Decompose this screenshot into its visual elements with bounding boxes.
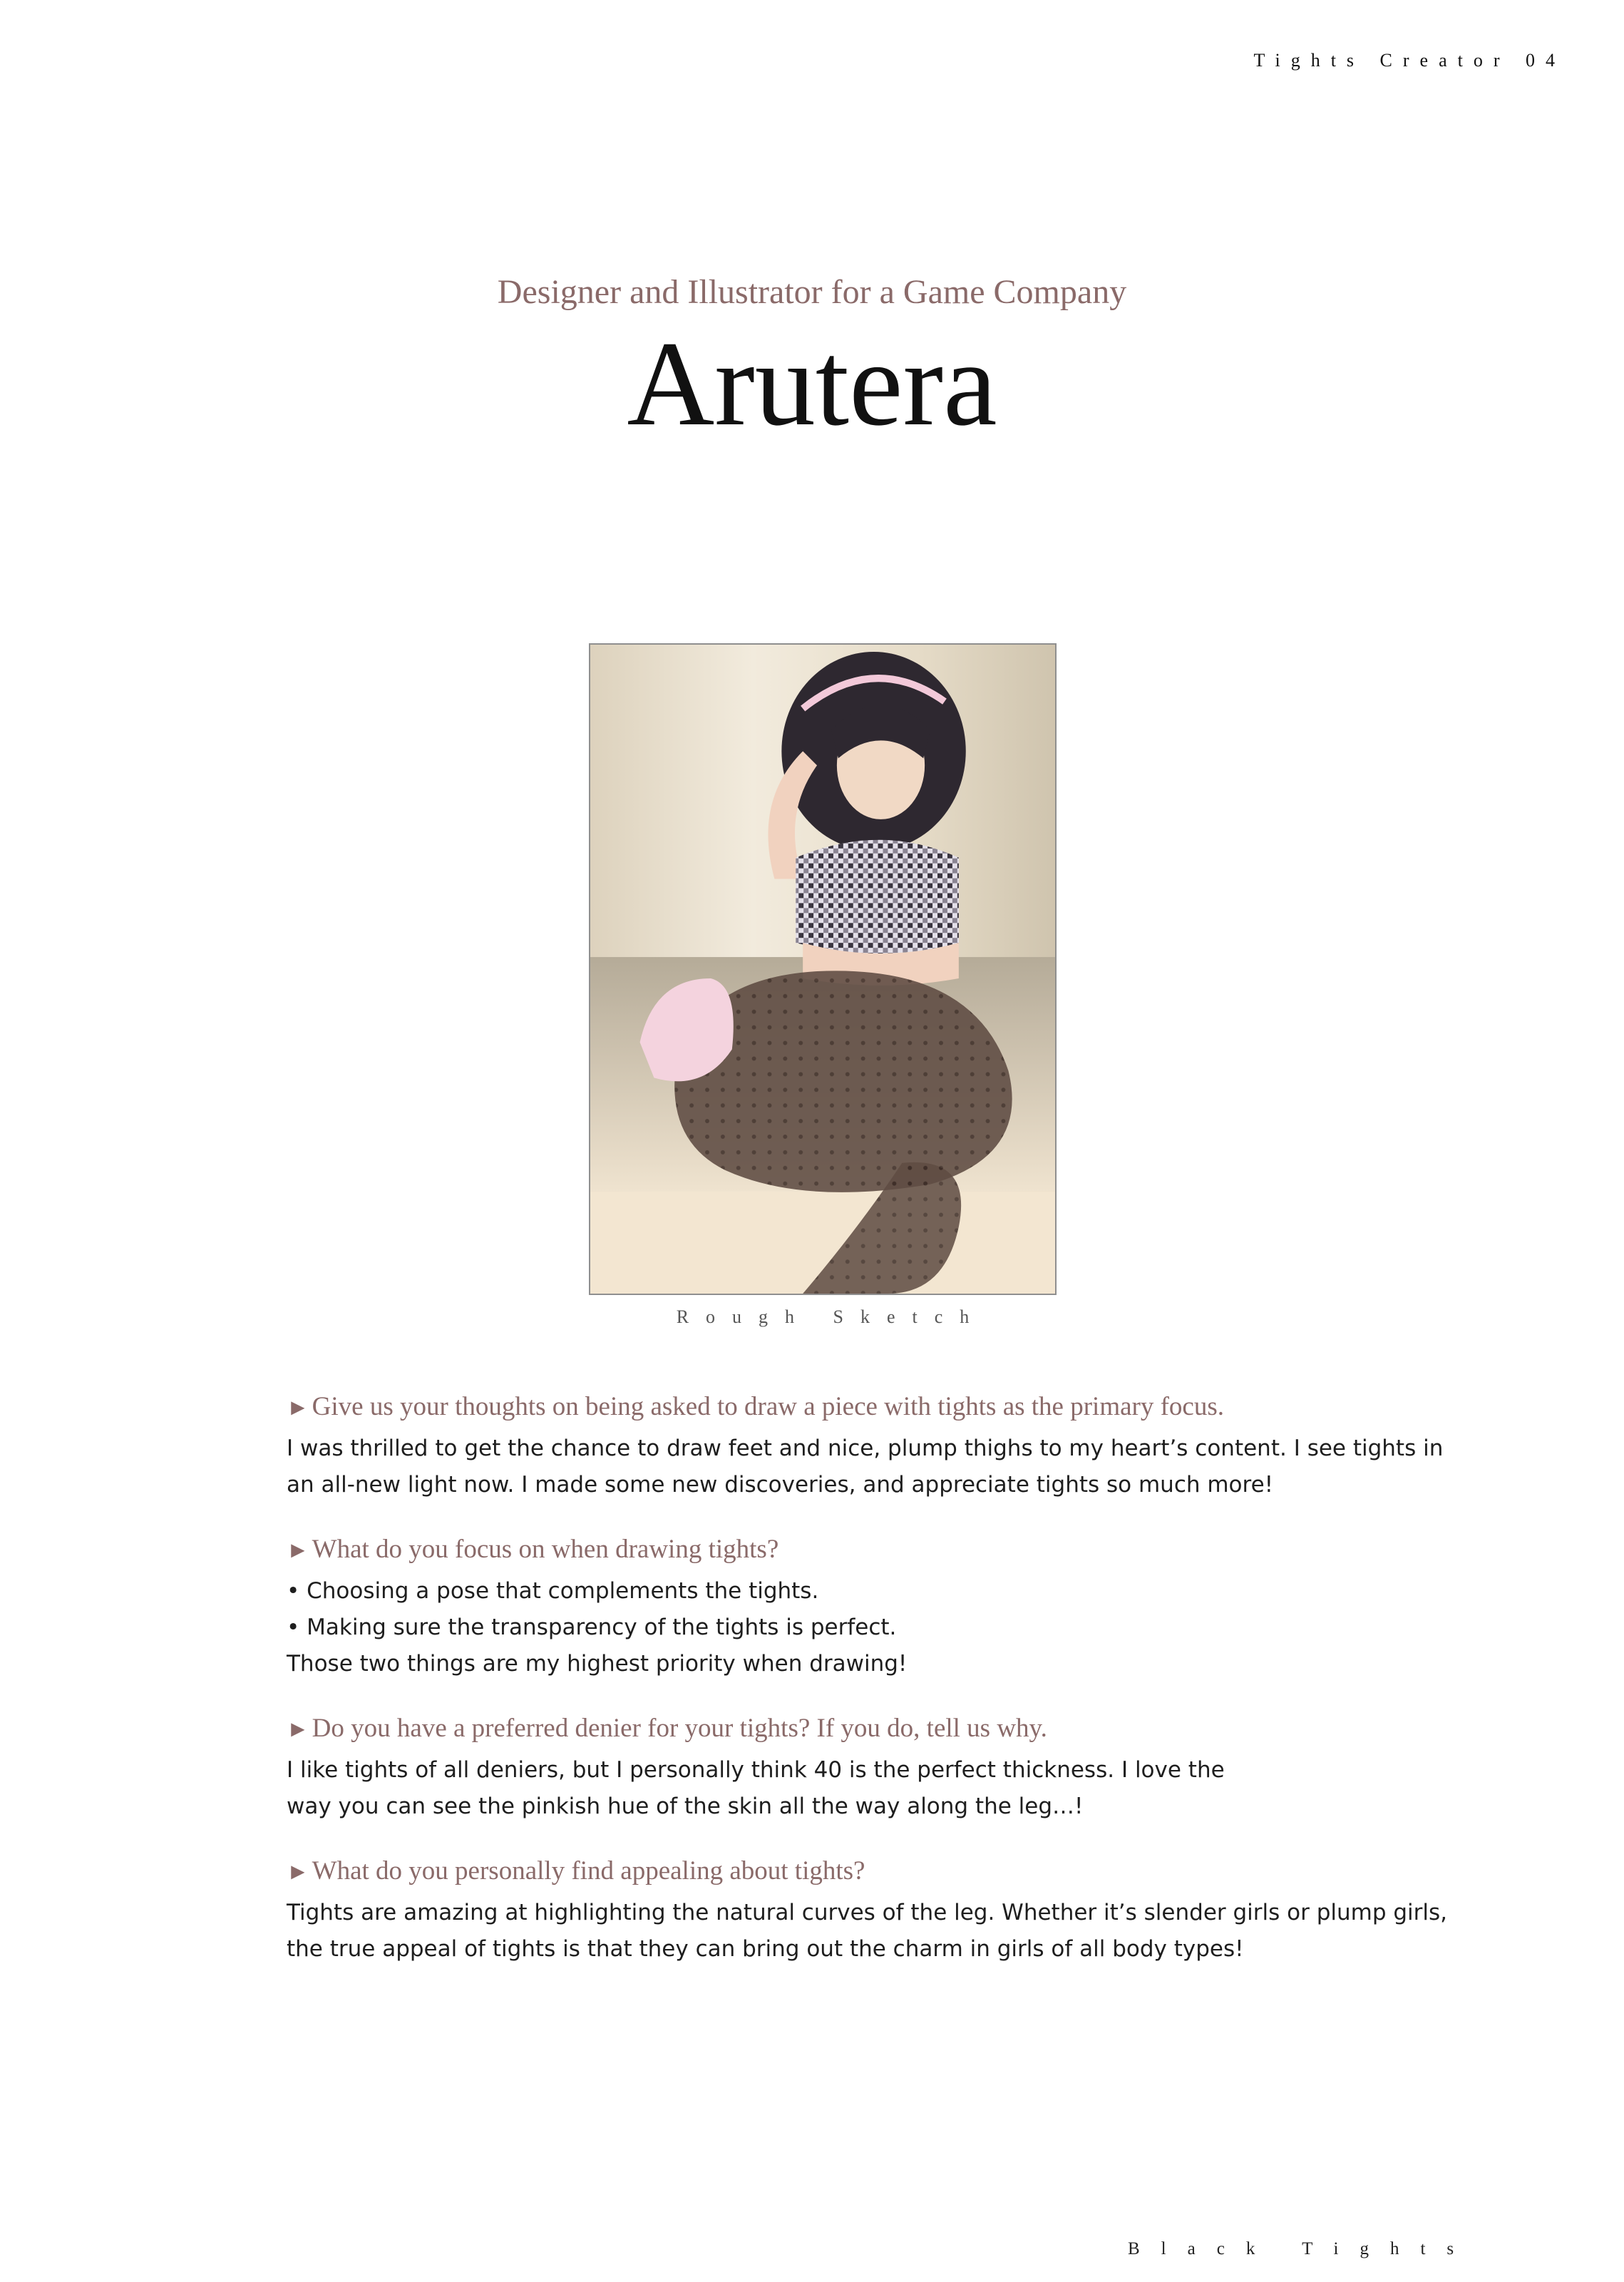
- artwork-caption: Rough Sketch: [676, 1306, 987, 1327]
- interview-section: [287, 1389, 1448, 1996]
- question-heading: [287, 1711, 1356, 1746]
- answer-line: the true appeal of tights is that they can bring out the charm in girls of all body types!: [287, 1935, 1244, 1962]
- triangle-bullet-icon: ►: [287, 1394, 309, 1420]
- answer-line: Those two things are my highest priority when drawing!: [287, 1650, 908, 1677]
- question-text: What do you personally find appealing about tights?: [312, 1856, 865, 1886]
- question-text: Do you have a preferred denier for your tights? If you do, tell us why.: [312, 1713, 1047, 1743]
- answer-line: • Choosing a pose that complements the tights.: [287, 1577, 819, 1604]
- triangle-bullet-icon: ►: [287, 1715, 309, 1741]
- question-text: What do you focus on when drawing tights?: [312, 1534, 779, 1564]
- running-header: Tights Creator 04: [1253, 50, 1566, 71]
- answer-line: Tights are amazing at highlighting the natural curves of the leg. Whether it’s slender girls or plump girls,: [287, 1899, 1448, 1925]
- answer-line: an all-new light now. I made some new discoveries, and appreciate tights so much more!: [287, 1471, 1274, 1498]
- triangle-bullet-icon: ►: [287, 1858, 309, 1884]
- question-heading: [287, 1853, 1356, 1889]
- question-heading: [287, 1532, 1356, 1567]
- qa-item: [287, 1853, 1448, 1968]
- creator-name-title: Arutera: [627, 317, 997, 451]
- answer-line: I was thrilled to get the chance to draw feet and nice, plump thighs to my heart’s content. I see tights in: [287, 1435, 1444, 1461]
- creator-role-subtitle: Designer and Illustrator for a Game Company: [497, 273, 1127, 311]
- question-text: Give us your thoughts on being asked to draw a piece with tights as the primary focus.: [312, 1392, 1224, 1421]
- rough-sketch-artwork: [589, 643, 1057, 1295]
- qa-item: [287, 1532, 1356, 1682]
- qa-item: [287, 1711, 1356, 1825]
- artwork-illustration: [590, 645, 1055, 1294]
- answer-line: • Making sure the transparency of the tights is perfect.: [287, 1614, 897, 1640]
- running-footer: Black Tights: [1128, 2239, 1476, 2258]
- answer-line: I like tights of all deniers, but I personally think 40 is the perfect thickness. I love the: [287, 1756, 1225, 1783]
- question-heading: [287, 1389, 1356, 1425]
- qa-item: [287, 1389, 1444, 1503]
- answer-line: way you can see the pinkish hue of the skin all the way along the leg…!: [287, 1793, 1084, 1819]
- triangle-bullet-icon: ►: [287, 1536, 309, 1562]
